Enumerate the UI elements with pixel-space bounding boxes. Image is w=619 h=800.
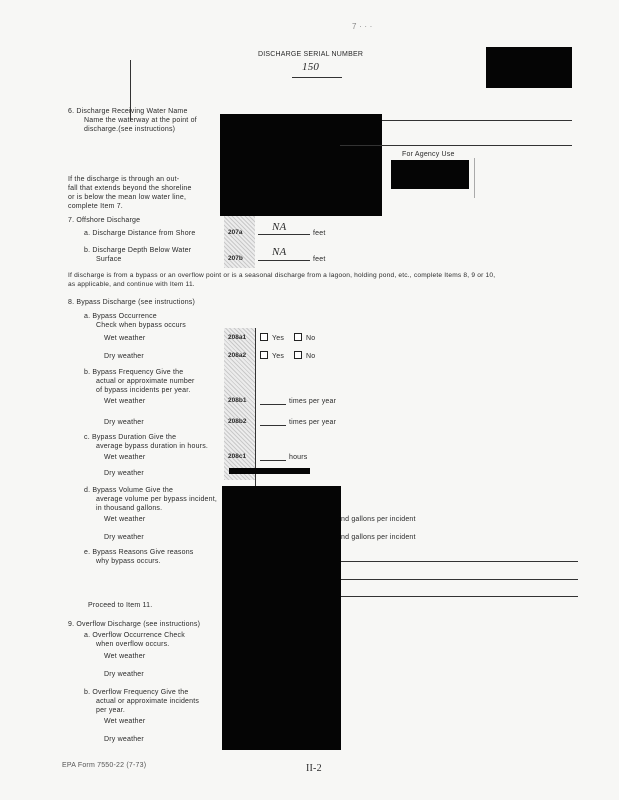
item8-d-line3: in thousand gallons.: [96, 505, 163, 512]
item7-a-value: NA: [272, 221, 287, 233]
item6-note-3: or is below the mean low water line,: [68, 194, 187, 201]
item6-note-1: If the discharge is through an out-: [68, 176, 180, 183]
code-207b: 207b: [228, 255, 243, 262]
item8-b-line2: actual or approximate number: [96, 378, 195, 385]
code-208b1: 208b1: [228, 397, 247, 404]
item9-a-wet-label: Wet weather: [104, 653, 146, 660]
instruction-line-2: as applicable, and continue with Item 11.: [68, 281, 195, 288]
hours-label: hours: [289, 454, 308, 461]
answer-line[interactable]: [260, 460, 286, 461]
answer-line: [258, 260, 310, 261]
item9-a-dry-label: Dry weather: [104, 671, 144, 678]
item8-b-dry-label: Dry weather: [104, 419, 144, 426]
item6-note-2: fall that extends beyond the shoreline: [68, 185, 192, 192]
item7-b-label-2: Surface: [96, 256, 122, 263]
item9-a-line2: when overflow occurs.: [96, 641, 170, 648]
item8-c-dry-label: Dry weather: [104, 470, 144, 477]
item8-d-line2: average volume per bypass incident,: [96, 496, 218, 503]
item8-a-dry-label: Dry weather: [104, 353, 144, 360]
item8-d-title: d. Bypass Volume Give the: [84, 487, 174, 494]
item8-a-subtitle: Check when bypass occurs: [96, 322, 187, 329]
item6-line3: discharge.(see instructions): [84, 126, 176, 133]
page-number: II-2: [306, 763, 322, 774]
redaction-block: [222, 486, 341, 750]
item9-title: 9. Overflow Discharge (see instructions): [68, 621, 201, 628]
item8-a-wet-label: Wet weather: [104, 335, 146, 342]
item7-a-label: a. Discharge Distance from Shore: [84, 230, 196, 237]
code-207a: 207a: [228, 229, 243, 236]
answer-line: [258, 234, 310, 235]
item8-c-line2: average bypass duration in hours.: [96, 443, 209, 450]
code-208c1: 208c1: [228, 453, 247, 460]
no-label: No: [306, 335, 316, 342]
item8-a-title: a. Bypass Occurrence: [84, 313, 157, 320]
form-number: EPA Form 7550-22 (7-73): [62, 762, 147, 769]
item9-b-title: b. Overflow Frequency Give the: [84, 689, 189, 696]
item8-b-line3: of bypass incidents per year.: [96, 387, 191, 394]
yes-checkbox[interactable]: [260, 351, 268, 359]
code-208b2: 208b2: [228, 418, 247, 425]
top-scribble: 7 · · ·: [352, 22, 373, 31]
item7-b-value: NA: [272, 246, 287, 258]
item7-b-unit: feet: [313, 256, 326, 263]
item8-b-title: b. Bypass Frequency Give the: [84, 369, 184, 376]
item8-c-wet-label: Wet weather: [104, 454, 146, 461]
instruction-line-1: If discharge is from a bypass or an overflow point or is a seasonal discharge from a lagoon, holding pond, etc., complete Items 8, 9 or 10,: [68, 272, 496, 279]
gallons-per-incident-label: nd gallons per incident: [341, 534, 416, 541]
answer-line[interactable]: [341, 561, 578, 562]
answer-line[interactable]: [260, 425, 286, 426]
serial-number-label: DISCHARGE SERIAL NUMBER: [258, 51, 364, 58]
gallons-per-incident-label: nd gallons per incident: [341, 516, 416, 523]
item9-b-dry-label: Dry weather: [104, 736, 144, 743]
yes-label: Yes: [272, 335, 285, 342]
item8-d-wet-label: Wet weather: [104, 516, 146, 523]
serial-number-value: 150: [302, 61, 320, 73]
item7-b-label-1: b. Discharge Depth Below Water: [84, 247, 192, 254]
answer-line[interactable]: [260, 404, 286, 405]
times-per-year-label: times per year: [289, 419, 337, 426]
wet-yes-option[interactable]: [260, 333, 284, 343]
yes-checkbox[interactable]: [260, 333, 268, 341]
answer-line: [340, 145, 572, 146]
redaction-block: [220, 114, 382, 216]
serial-underline: [292, 77, 342, 78]
redaction-block: [229, 468, 310, 474]
item8-e-line2: why bypass occurs.: [96, 558, 161, 565]
times-per-year-label: times per year: [289, 398, 337, 405]
answer-line[interactable]: [341, 579, 578, 580]
yes-label: Yes: [272, 353, 285, 360]
code-208a1: 208a1: [228, 334, 247, 341]
item9-b-wet-label: Wet weather: [104, 718, 146, 725]
item6-line2: Name the waterway at the point of: [84, 117, 197, 124]
item8-e-title: e. Bypass Reasons Give reasons: [84, 549, 194, 556]
no-label: No: [306, 353, 316, 360]
answer-line: [382, 120, 572, 121]
code-208a2: 208a2: [228, 352, 247, 359]
dry-yes-option[interactable]: [260, 351, 284, 361]
item6-title: 6. Discharge Receiving Water Name: [68, 108, 188, 115]
item8-c-title: c. Bypass Duration Give the: [84, 434, 177, 441]
no-checkbox[interactable]: [294, 333, 302, 341]
dry-no-option[interactable]: [294, 351, 315, 361]
item8-b-wet-label: Wet weather: [104, 398, 146, 405]
redaction-block: [391, 160, 469, 189]
item7-a-unit: feet: [313, 230, 326, 237]
agency-box-edge: [474, 158, 475, 198]
item8-title: 8. Bypass Discharge (see instructions): [68, 299, 196, 306]
redaction-block: [486, 47, 572, 88]
item7-title: 7. Offshore Discharge: [68, 217, 141, 224]
item8-d-dry-label: Dry weather: [104, 534, 144, 541]
no-checkbox[interactable]: [294, 351, 302, 359]
answer-line[interactable]: [341, 596, 578, 597]
item9-b-line2: actual or approximate incidents: [96, 698, 200, 705]
agency-use-label: For Agency Use: [402, 151, 455, 158]
item9-a-title: a. Overflow Occurrence Check: [84, 632, 185, 639]
wet-no-option[interactable]: [294, 333, 315, 343]
item6-note-4: complete Item 7.: [68, 203, 123, 210]
item8-proceed: Proceed to Item 11.: [88, 602, 153, 609]
item9-b-line3: per year.: [96, 707, 126, 714]
